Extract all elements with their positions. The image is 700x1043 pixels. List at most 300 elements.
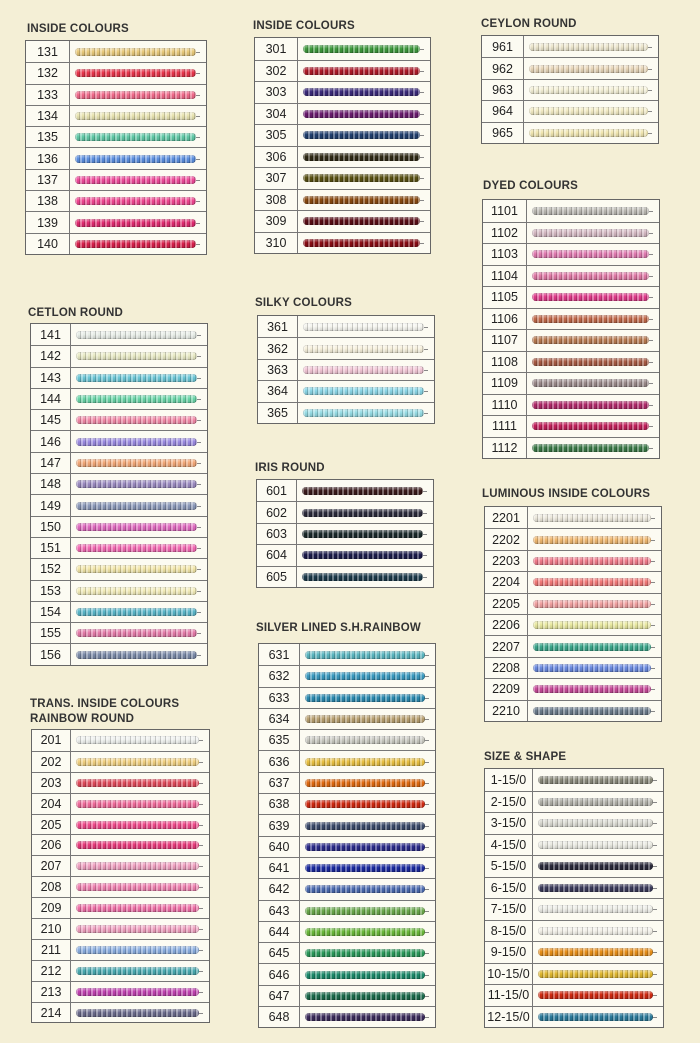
section-title: INSIDE COLOURS [27,23,129,35]
colour-row[interactable] [483,437,659,459]
bead-strand-swatch [538,991,653,999]
bead-strand-swatch [76,904,199,912]
strand-thread-end [424,370,428,371]
bead-strand-swatch [538,798,653,806]
bead-strand-swatch [75,176,196,184]
bead-strand-swatch [532,229,649,237]
bead-strand-swatch [76,629,197,637]
colour-row[interactable] [485,528,661,549]
colour-row[interactable] [483,372,659,394]
colour-code: 131 [26,41,70,62]
bead-strand-swatch [76,395,197,403]
colour-row[interactable] [257,480,433,501]
colour-row[interactable] [31,622,207,643]
colour-row[interactable] [32,981,209,1002]
colour-row[interactable] [255,167,430,189]
strand-thread-end [649,448,653,449]
colour-code: 2208 [485,658,528,678]
colour-row[interactable] [485,700,661,721]
bead-strand-swatch [532,358,649,366]
strand-thread-end [199,804,203,805]
strand-thread-end [649,340,653,341]
colour-code: 2202 [485,529,528,549]
colour-code: 150 [31,517,71,537]
bead-strand-swatch [305,885,425,893]
section-title: SILVER LINED S.H.RAINBOW [256,622,421,634]
strand-thread-end [653,974,657,975]
colour-row[interactable] [485,635,661,656]
bead-strand-swatch [76,544,197,552]
colour-row[interactable] [26,41,206,62]
strand-thread-end [653,823,657,824]
colour-table [257,315,435,424]
strand-thread-end [199,1013,203,1014]
colour-row[interactable] [26,211,206,232]
strand-thread-end [649,233,653,234]
colour-code: 302 [255,61,298,82]
bead-strand-swatch [538,862,653,870]
strand-thread-end [425,975,429,976]
colour-row[interactable] [259,665,435,686]
colour-row[interactable] [255,38,430,60]
colour-row[interactable] [483,200,659,222]
colour-code: 136 [26,148,70,168]
bead-strand-swatch [532,401,649,409]
colour-row[interactable] [31,580,207,601]
bead-strand-swatch [532,250,649,258]
colour-row[interactable] [259,1006,435,1027]
strand-thread-end [651,625,655,626]
colour-row[interactable] [258,359,434,380]
colour-row[interactable] [32,897,209,918]
colour-row[interactable] [483,286,659,308]
bead-strand-swatch [76,438,197,446]
bead-strand-swatch [305,672,425,680]
strand-thread-end [196,159,200,160]
strand-thread-end [199,887,203,888]
strand-thread-end [424,391,428,392]
colour-code: 153 [31,581,71,601]
colour-row[interactable] [259,857,435,878]
strand-thread-end [425,847,429,848]
strand-thread-end [199,825,203,826]
colour-row[interactable] [32,772,209,793]
colour-row[interactable] [26,126,206,147]
colour-row[interactable] [485,657,661,678]
colour-row[interactable] [31,601,207,622]
bead-strand-swatch [533,643,651,651]
colour-row[interactable] [26,169,206,190]
colour-row[interactable] [31,345,207,366]
strand-thread-end [197,569,201,570]
bead-strand-swatch [302,487,423,495]
bead-strand-swatch [533,707,651,715]
colour-code: 209 [32,898,71,918]
bead-strand-swatch [76,841,199,849]
colour-row[interactable] [26,105,206,126]
bead-strand-swatch [538,841,653,849]
colour-code: 2206 [485,615,528,635]
colour-code: 2209 [485,679,528,699]
colour-code: 634 [259,709,300,729]
colour-row[interactable] [258,402,434,423]
colour-code: 306 [255,147,298,168]
bead-strand-swatch [305,694,425,702]
bead-strand-swatch [538,884,653,892]
colour-row[interactable] [259,985,435,1006]
strand-thread-end [423,513,427,514]
colour-row[interactable] [255,81,430,103]
colour-row[interactable] [31,643,207,664]
colour-row[interactable] [32,751,209,772]
colour-code: 1105 [483,287,527,308]
colour-row[interactable] [483,351,659,373]
strand-thread-end [196,52,200,53]
colour-code: 647 [259,986,300,1006]
bead-strand-swatch [303,110,420,118]
colour-row[interactable] [482,79,658,100]
strand-thread-end [651,668,655,669]
bead-strand-swatch [76,416,197,424]
colour-row[interactable] [259,687,435,708]
colour-row[interactable] [483,394,659,416]
colour-row[interactable] [485,614,661,635]
colour-row[interactable] [255,124,430,146]
colour-code: 8-15/0 [485,921,533,942]
colour-row[interactable] [31,388,207,409]
colour-row[interactable] [485,791,663,813]
colour-row[interactable] [31,452,207,473]
colour-code: 1112 [483,438,527,459]
colour-row[interactable] [31,324,207,345]
colour-row[interactable] [482,57,658,78]
colour-row[interactable] [259,772,435,793]
strand-thread-end [196,73,200,74]
colour-code: 605 [257,567,297,587]
colour-row[interactable] [31,409,207,430]
colour-row[interactable] [483,222,659,244]
bead-strand-swatch [75,133,196,141]
strand-thread-end [649,297,653,298]
bead-strand-swatch [303,387,424,395]
colour-row[interactable] [485,963,663,985]
colour-row[interactable] [257,501,433,522]
colour-row[interactable] [26,84,206,105]
colour-row[interactable] [485,898,663,920]
bead-strand-swatch [76,565,197,573]
colour-row[interactable] [32,730,209,751]
colour-row[interactable] [483,265,659,287]
colour-row[interactable] [26,190,206,211]
strand-thread-end [196,244,200,245]
colour-row[interactable] [32,918,209,939]
bead-strand-swatch [75,219,196,227]
colour-row[interactable] [259,878,435,899]
strand-thread-end [197,591,201,592]
bead-strand-swatch [533,557,651,565]
colour-row[interactable] [31,516,207,537]
colour-code: 640 [259,837,300,857]
colour-code: 1111 [483,416,527,437]
colour-code: 146 [31,431,71,451]
bead-strand-swatch [529,65,648,73]
colour-row[interactable] [257,566,433,587]
colour-row[interactable] [485,941,663,963]
strand-thread-end [653,780,657,781]
colour-row[interactable] [258,337,434,358]
colour-code: 639 [259,815,300,835]
colour-row[interactable] [485,877,663,899]
colour-row[interactable] [259,729,435,750]
colour-row[interactable] [485,834,663,856]
strand-thread-end [197,506,201,507]
colour-code: 133 [26,85,70,105]
strand-thread-end [196,180,200,181]
colour-code: 155 [31,623,71,643]
strand-thread-end [649,426,653,427]
strand-thread-end [425,719,429,720]
strand-thread-end [649,405,653,406]
colour-code: 636 [259,751,300,771]
strand-thread-end [197,633,201,634]
colour-row[interactable] [485,593,661,614]
colour-row[interactable] [482,122,658,143]
strand-thread-end [425,762,429,763]
bead-strand-swatch [76,1009,199,1017]
bead-strand-swatch [532,293,649,301]
colour-row[interactable] [32,1002,209,1023]
strand-thread-end [199,845,203,846]
strand-thread-end [425,783,429,784]
bead-strand-swatch [538,1013,653,1021]
section-title: SILKY COLOURS [255,297,352,309]
bead-strand-swatch [538,948,653,956]
colour-row[interactable] [257,544,433,565]
colour-row[interactable] [255,103,430,125]
colour-row[interactable] [485,812,663,834]
colour-row[interactable] [485,550,661,571]
colour-row[interactable] [255,60,430,82]
colour-row[interactable] [31,558,207,579]
colour-row[interactable] [32,960,209,981]
strand-thread-end [420,221,424,222]
colour-row[interactable] [259,644,435,665]
colour-code: 11-15/0 [485,985,533,1006]
colour-code: 10-15/0 [485,964,533,985]
colour-table [30,323,208,666]
bead-strand-swatch [303,345,424,353]
bead-strand-swatch [303,131,420,139]
colour-row[interactable] [485,1006,663,1028]
bead-strand-swatch [76,651,197,659]
colour-row[interactable] [255,189,430,211]
strand-thread-end [648,90,652,91]
colour-row[interactable] [26,233,206,254]
colour-code: 362 [258,338,298,358]
strand-thread-end [653,866,657,867]
colour-code: 1103 [483,244,527,265]
colour-code: 213 [32,982,71,1002]
colour-row[interactable] [257,523,433,544]
strand-thread-end [199,762,203,763]
colour-row[interactable] [255,146,430,168]
strand-thread-end [649,276,653,277]
bead-strand-swatch [303,366,424,374]
colour-row[interactable] [259,750,435,771]
colour-row[interactable] [31,430,207,451]
colour-row[interactable] [485,678,661,699]
colour-code: 142 [31,346,71,366]
colour-row[interactable] [31,537,207,558]
colour-row[interactable] [255,232,430,254]
bead-strand-swatch [75,48,196,56]
strand-thread-end [199,783,203,784]
strand-thread-end [653,909,657,910]
bead-strand-swatch [305,758,425,766]
strand-thread-end [648,47,652,48]
colour-row[interactable] [26,62,206,83]
bead-strand-swatch [532,379,649,387]
strand-thread-end [425,676,429,677]
strand-thread-end [423,577,427,578]
colour-code: 206 [32,835,71,855]
bead-strand-swatch [76,736,199,744]
colour-row[interactable] [259,942,435,963]
bead-strand-swatch [529,43,648,51]
bead-strand-swatch [303,323,424,331]
section-title: CETLON ROUND [28,307,124,319]
section-title: TRANS. INSIDE COLOURS [30,698,180,710]
colour-row[interactable] [485,507,661,528]
strand-thread-end [196,201,200,202]
colour-code: 1110 [483,395,527,416]
colour-row[interactable] [258,316,434,337]
bead-strand-swatch [305,800,425,808]
bead-strand-swatch [305,736,425,744]
bead-strand-swatch [305,864,425,872]
bead-strand-swatch [305,651,425,659]
colour-code: 203 [32,773,71,793]
colour-row[interactable] [485,920,663,942]
strand-thread-end [197,420,201,421]
strand-thread-end [196,116,200,117]
colour-code: 601 [257,480,297,501]
colour-row[interactable] [259,900,435,921]
strand-thread-end [197,527,201,528]
colour-row[interactable] [259,836,435,857]
bead-strand-swatch [305,822,425,830]
bead-strand-swatch [305,715,425,723]
colour-row[interactable] [32,876,209,897]
colour-code: 961 [482,36,524,57]
colour-code: 641 [259,858,300,878]
colour-code: 7-15/0 [485,899,533,920]
section-title: DYED COLOURS [483,180,579,192]
bead-strand-swatch [305,843,425,851]
strand-thread-end [420,92,424,93]
colour-code: 4-15/0 [485,835,533,856]
bead-strand-swatch [533,664,651,672]
colour-row[interactable] [31,367,207,388]
strand-thread-end [420,49,424,50]
bead-strand-swatch [529,86,648,94]
colour-row[interactable] [32,834,209,855]
colour-code: 2-15/0 [485,792,533,813]
bead-strand-swatch [303,239,420,247]
colour-row[interactable] [482,100,658,121]
colour-code: 211 [32,940,71,960]
colour-code: 148 [31,474,71,494]
colour-row[interactable] [31,494,207,515]
colour-code: 134 [26,106,70,126]
colour-code: 202 [32,752,71,772]
colour-row[interactable] [31,473,207,494]
colour-row[interactable] [259,708,435,729]
strand-thread-end [420,135,424,136]
colour-row[interactable] [485,984,663,1006]
colour-code: 149 [31,495,71,515]
bead-strand-swatch [76,946,199,954]
bead-strand-swatch [76,883,199,891]
colour-code: 648 [259,1007,300,1027]
colour-code: 604 [257,545,297,565]
colour-code: 364 [258,381,298,401]
colour-row[interactable] [259,963,435,984]
strand-thread-end [651,689,655,690]
colour-row[interactable] [485,769,663,791]
colour-row[interactable] [32,855,209,876]
colour-row[interactable] [258,380,434,401]
colour-row[interactable] [259,814,435,835]
bead-strand-swatch [538,927,653,935]
colour-row[interactable] [32,814,209,835]
strand-thread-end [196,95,200,96]
strand-thread-end [199,950,203,951]
colour-row[interactable] [482,36,658,57]
colour-row[interactable] [485,855,663,877]
strand-thread-end [420,243,424,244]
bead-strand-swatch [303,409,424,417]
colour-row[interactable] [255,210,430,232]
colour-row[interactable] [259,793,435,814]
colour-row[interactable] [26,147,206,168]
colour-row[interactable] [483,329,659,351]
colour-row[interactable] [32,939,209,960]
colour-code: 2207 [485,636,528,656]
strand-thread-end [197,399,201,400]
colour-code: 962 [482,58,524,78]
colour-row[interactable] [483,243,659,265]
colour-row[interactable] [483,415,659,437]
strand-thread-end [649,362,653,363]
bead-strand-swatch [76,758,199,766]
strand-thread-end [424,327,428,328]
colour-code: 207 [32,856,71,876]
strand-thread-end [425,911,429,912]
colour-row[interactable] [483,308,659,330]
strand-thread-end [425,932,429,933]
bead-strand-swatch [533,536,651,544]
colour-code: 210 [32,919,71,939]
bead-strand-swatch [532,422,649,430]
colour-code: 6-15/0 [485,878,533,899]
section-title: INSIDE COLOURS [253,20,355,32]
colour-row[interactable] [32,793,209,814]
strand-thread-end [423,555,427,556]
bead-strand-swatch [76,459,197,467]
colour-row[interactable] [259,921,435,942]
colour-row[interactable] [485,571,661,592]
